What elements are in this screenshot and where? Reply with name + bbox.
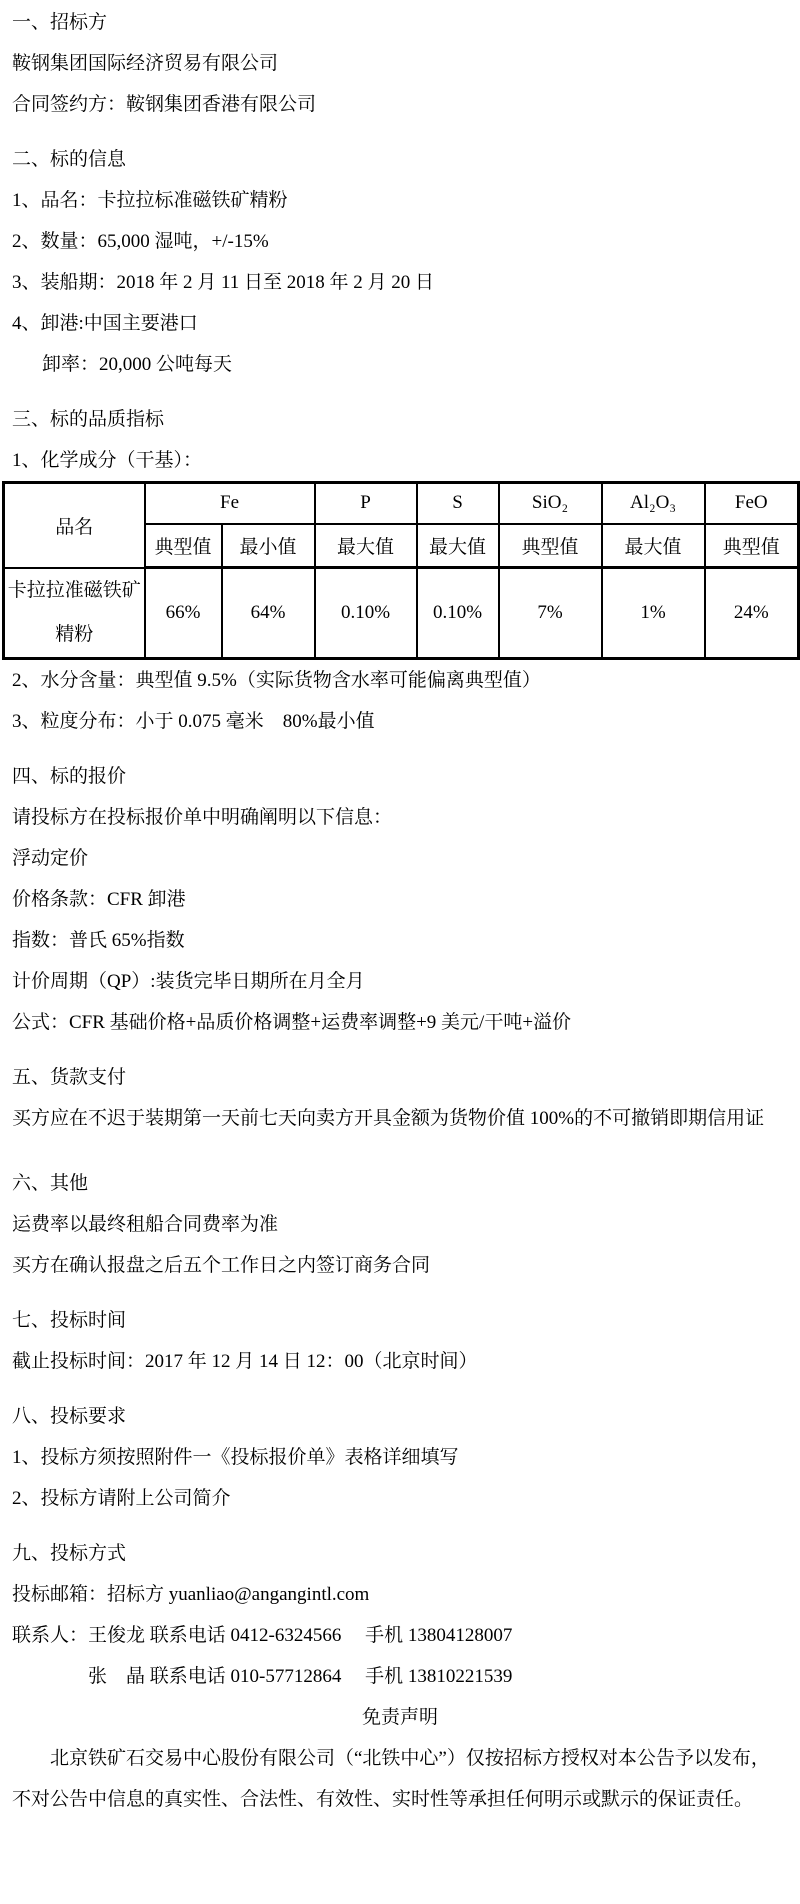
al2o3-max-label: 最大值 bbox=[602, 524, 705, 568]
section-heading-bid-requirements: 八、投标要求 bbox=[12, 1405, 127, 1427]
price-terms-line: 价格条款：CFR 卸港 bbox=[12, 888, 186, 910]
p-max-label: 最大值 bbox=[315, 524, 417, 568]
quantity-line: 2、数量：65,000 湿吨，+/-15% bbox=[12, 231, 269, 252]
quotation-instruction: 请投标方在投标报价单中明确阐明以下信息： bbox=[12, 806, 393, 828]
table-header-s: S bbox=[417, 483, 499, 524]
s-max-label: 最大值 bbox=[417, 524, 499, 568]
fe-typical-value: 66% bbox=[145, 568, 222, 659]
table-header-elements-row bbox=[4, 483, 799, 524]
price-formula-line: 公式：CFR 基础价格+品质价格调整+运费率调整+9 美元/干吨+溢价 bbox=[12, 1011, 572, 1033]
table-header-sio2: SiO₂ bbox=[499, 483, 602, 524]
p-max-value: 0.10% bbox=[315, 568, 417, 659]
chemical-composition-label: 1、化学成分（干基）： bbox=[12, 450, 203, 471]
section-heading-payment: 五、货款支付 bbox=[12, 1066, 127, 1088]
contact-person-1: 联系人：王俊龙 联系电话 0412-6324566 手机 13804128007 bbox=[12, 1624, 513, 1646]
payment-terms-line: 买方应在不迟于装期第一天前七天向卖方开具金额为货物价值 100%的不可撤销即期信用证 bbox=[12, 1107, 765, 1129]
discharge-rate-line: 卸率：20,000 公吨每天 bbox=[42, 354, 233, 375]
fe-min-value: 64% bbox=[222, 568, 315, 659]
contract-signing-note: 买方在确认报盘之后五个工作日之内签订商务合同 bbox=[12, 1254, 431, 1276]
fe-typical-label: 典型值 bbox=[145, 524, 222, 568]
discharge-port-line: 4、卸港:中国主要港口 bbox=[12, 313, 198, 334]
table-header-product-name: 品名 bbox=[4, 483, 145, 568]
al2o3-max-value: 1% bbox=[602, 568, 705, 659]
section-heading-subject-info: 二、标的信息 bbox=[12, 149, 127, 170]
qp-period-line: 计价周期（QP）:装货完毕日期所在月全月 bbox=[12, 970, 365, 992]
s-max-value: 0.10% bbox=[417, 568, 499, 659]
shipment-period-line: 3、装船期：2018 年 2 月 11 日至 2018 年 2 月 20 日 bbox=[12, 272, 435, 293]
bid-requirement-1: 1、投标方须按照附件一《投标报价单》表格详细填写 bbox=[12, 1446, 459, 1468]
section-heading-quotation: 四、标的报价 bbox=[12, 765, 127, 787]
table-header-feo: FeO bbox=[705, 483, 799, 524]
bid-email-line: 投标邮箱：招标方 yuanliao@angangintl.com bbox=[12, 1583, 370, 1605]
particle-size-line: 3、粒度分布：小于 0.075 毫米 80%最小值 bbox=[12, 710, 375, 732]
fe-min-label: 最小值 bbox=[222, 524, 315, 568]
section-heading-bid-method: 九、投标方式 bbox=[12, 1542, 127, 1564]
disclaimer-line-2: 不对公告中信息的真实性、合法性、有效性、实时性等承担任何明示或默示的保证责任。 bbox=[12, 1788, 754, 1810]
contract-signatory: 合同签约方：鞍钢集团香港有限公司 bbox=[12, 94, 317, 115]
table-header-al2o3: Al₂O₃ bbox=[602, 483, 705, 524]
sio2-typical-value: 7% bbox=[499, 568, 602, 659]
product-name-line: 1、品名：卡拉拉标准磁铁矿精粉 bbox=[12, 190, 288, 211]
freight-rate-note: 运费率以最终租船合同费率为准 bbox=[12, 1213, 279, 1235]
table-header-p: P bbox=[315, 483, 417, 524]
contact-person-2: 张 晶 联系电话 010-57712864 手机 13810221539 bbox=[88, 1665, 513, 1687]
bid-requirement-2: 2、投标方请附上公司简介 bbox=[12, 1487, 231, 1509]
tendering-party-name: 鞍钢集团国际经济贸易有限公司 bbox=[12, 53, 279, 74]
table-data-row bbox=[4, 568, 799, 659]
feo-typical-value: 24% bbox=[705, 568, 799, 659]
chemical-composition-table bbox=[2, 481, 800, 660]
index-line: 指数：普氏 65%指数 bbox=[12, 929, 185, 951]
section-heading-bid-time: 七、投标时间 bbox=[12, 1309, 127, 1331]
bid-deadline-line: 截止投标时间：2017 年 12 月 14 日 12：00（北京时间） bbox=[12, 1350, 478, 1372]
table-header-fe: Fe bbox=[145, 483, 315, 524]
floating-price-line: 浮动定价 bbox=[12, 847, 89, 869]
disclaimer-line-1: 北京铁矿石交易中心股份有限公司（“北铁中心”）仅按招标方授权对本公告予以发布， bbox=[50, 1747, 770, 1769]
section-heading-others: 六、其他 bbox=[12, 1172, 89, 1194]
sio2-typical-label: 典型值 bbox=[499, 524, 602, 568]
product-name-cell: 卡拉拉准磁铁矿精粉 bbox=[4, 568, 145, 659]
section-heading-quality: 三、标的品质指标 bbox=[12, 409, 165, 430]
moisture-content-line: 2、水分含量：典型值 9.5%（实际货物含水率可能偏离典型值） bbox=[12, 669, 541, 691]
section-heading-tendering-party: 一、招标方 bbox=[12, 12, 108, 33]
feo-typical-label: 典型值 bbox=[705, 524, 799, 568]
disclaimer-title: 免责声明 bbox=[361, 1706, 438, 1728]
